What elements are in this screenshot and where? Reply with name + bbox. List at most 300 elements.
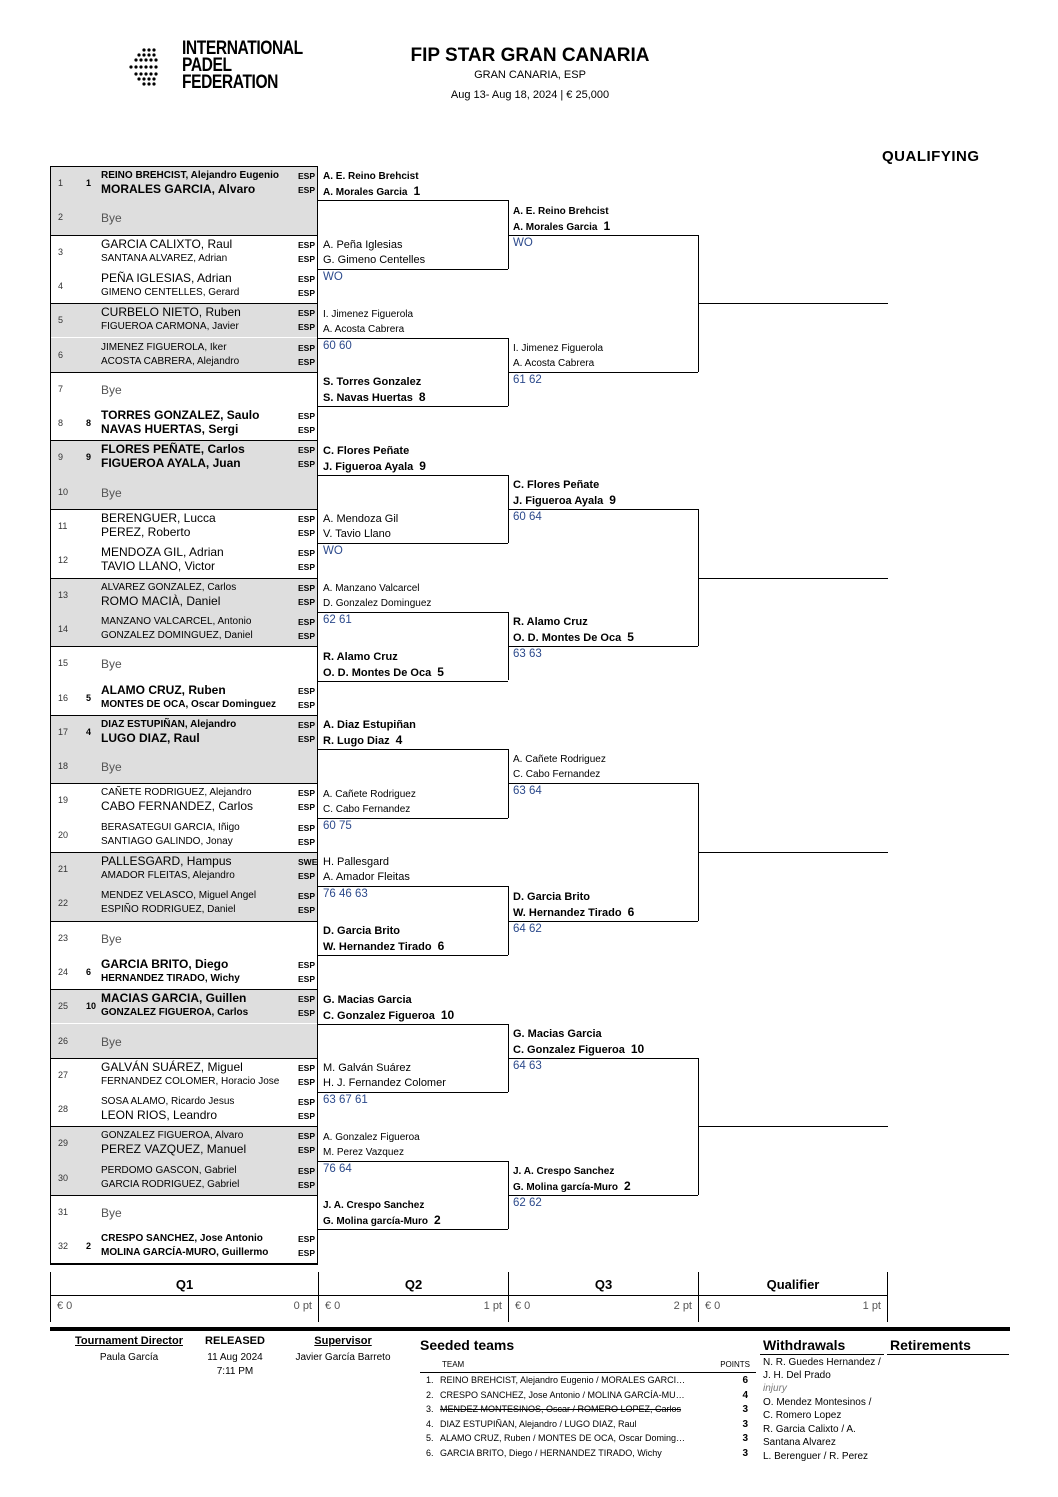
r3-winner bbox=[513, 906, 634, 920]
round-prize: € 0 bbox=[515, 1300, 531, 1312]
r2-winner bbox=[323, 1009, 454, 1023]
seed-points: 3 bbox=[742, 1433, 748, 1444]
player-name: FIGUEROA AYALA, Juan bbox=[101, 456, 241, 471]
seeded-team-col: TEAM bbox=[442, 1360, 465, 1369]
player-name: ACOSTA CABRERA, Alejandro bbox=[101, 355, 240, 367]
r2-winner bbox=[323, 185, 420, 199]
player-name: LUGO DIAZ, Raul bbox=[101, 730, 200, 745]
player-nation: ESP bbox=[298, 719, 316, 730]
player-nation: ESP bbox=[298, 562, 316, 573]
player-nation: ESP bbox=[298, 1179, 316, 1190]
supervisor-label: Supervisor bbox=[314, 1335, 372, 1347]
r3-winner: G. Macias Garcia bbox=[513, 1027, 602, 1040]
seed-number: 2 bbox=[86, 1241, 92, 1252]
r2-winner-name: A. Morales Garcia bbox=[323, 187, 408, 199]
r2-winner-name: R. Lugo Diaz bbox=[323, 735, 390, 748]
draw-position: 18 bbox=[58, 761, 69, 772]
player-name: JIMENEZ FIGUEROLA, Iker bbox=[101, 341, 227, 353]
player-nation: ESP bbox=[298, 445, 316, 456]
draw-row-divider bbox=[50, 303, 318, 304]
player-name: DIAZ ESTUPIÑAN, Alejandro bbox=[101, 718, 237, 730]
logo-line-3: FEDERATION bbox=[182, 72, 279, 93]
player-nation: ESP bbox=[298, 822, 316, 833]
player-name: HERNANDEZ TIRADO, Wichy bbox=[101, 972, 240, 984]
r2-score: 60 75 bbox=[323, 819, 352, 832]
player-name: TORRES GONZALEZ, Saulo bbox=[101, 408, 260, 423]
r3-score: 61 62 bbox=[513, 373, 542, 386]
draw-position: 27 bbox=[58, 1069, 69, 1080]
player-name: MACIAS GARCIA, Guillen bbox=[101, 991, 247, 1006]
r3-winner-name: A. Morales Garcia bbox=[513, 221, 598, 233]
player-nation: ESP bbox=[298, 514, 316, 524]
director-label: Tournament Director bbox=[75, 1335, 183, 1347]
r2-winner bbox=[323, 391, 426, 405]
withdrawals-underline bbox=[760, 1354, 884, 1355]
r2-seed: 6 bbox=[437, 938, 445, 953]
player-nation: ESP bbox=[298, 273, 316, 284]
player-name: PEREZ, Roberto bbox=[101, 525, 191, 539]
draw-row-divider bbox=[50, 921, 318, 922]
seed-team: GARCIA BRITO, Diego / HERNANDEZ TIRADO, Wichy bbox=[440, 1447, 662, 1458]
player-nation: ESP bbox=[298, 411, 316, 422]
draw-position: 7 bbox=[58, 383, 64, 394]
round-divider bbox=[509, 1295, 698, 1296]
round-points: 2 pt bbox=[673, 1300, 692, 1312]
player-name: NAVAS HUERTAS, Sergi bbox=[101, 422, 239, 437]
r2-winner bbox=[323, 871, 410, 884]
player-name: ROMO MACIÀ, Daniel bbox=[101, 593, 221, 608]
seeded-row bbox=[420, 1417, 756, 1432]
draw-position: 29 bbox=[58, 1138, 69, 1149]
player-nation: ESP bbox=[298, 959, 316, 970]
draw-position: 5 bbox=[58, 315, 64, 326]
director-name: Paula García bbox=[99, 1352, 159, 1363]
player-name: MOLINA GARCÍA-MURO, Guillermo bbox=[101, 1247, 269, 1259]
player-nation: ESP bbox=[298, 1008, 316, 1019]
r2-winner-name: V. Tavio Llano bbox=[323, 528, 391, 541]
r3-winner bbox=[513, 631, 634, 645]
player-name: CAÑETE RODRIGUEZ, Alejandro bbox=[101, 787, 252, 799]
player-nation: ESP bbox=[298, 1131, 316, 1142]
draw-position: 11 bbox=[58, 521, 68, 531]
r2-winner bbox=[323, 323, 404, 336]
round-divider bbox=[699, 1295, 887, 1296]
player-nation: ESP bbox=[298, 973, 316, 984]
seed-team: ALAMO CRUZ, Ruben / MONTES DE OCA, Oscar Doming… bbox=[440, 1433, 686, 1443]
r2-line bbox=[318, 1092, 508, 1093]
bye-label: Bye bbox=[101, 382, 122, 397]
player-name: ALAMO CRUZ, Ruben bbox=[101, 682, 226, 697]
player-nation: ESP bbox=[298, 287, 316, 298]
seed-number: 8 bbox=[86, 418, 92, 429]
draw-position: 14 bbox=[58, 623, 69, 634]
draw-position: 32 bbox=[58, 1241, 69, 1252]
seed-number: 6 bbox=[86, 966, 92, 977]
player-nation: ESP bbox=[298, 788, 316, 799]
r2-seed: 4 bbox=[395, 733, 403, 748]
r2-score: WO bbox=[323, 270, 343, 283]
seed-team: REINO BREHCIST, Alejandro Eugenio / MORALES GARCI… bbox=[440, 1375, 686, 1385]
draw-row-divider bbox=[50, 166, 318, 167]
r3-line bbox=[508, 783, 698, 784]
r3-winner-name: C. Gonzalez Figueroa bbox=[513, 1043, 625, 1056]
player-nation: ESP bbox=[298, 836, 316, 847]
r2-score: 76 64 bbox=[323, 1162, 352, 1175]
r3-winner: J. A. Crespo Sanchez bbox=[513, 1166, 615, 1177]
retirements-title: Retirements bbox=[890, 1337, 971, 1353]
draw-row-divider bbox=[50, 852, 318, 853]
player-name: GALVÁN SUÁREZ, Miguel bbox=[101, 1059, 243, 1074]
r2-winner: I. Jimenez Figuerola bbox=[323, 308, 414, 320]
r2-winner bbox=[323, 528, 391, 541]
r3-score: 64 62 bbox=[513, 922, 542, 935]
seed-points: 3 bbox=[742, 1418, 748, 1430]
player-nation: ESP bbox=[298, 685, 316, 696]
player-nation: ESP bbox=[298, 528, 316, 538]
r3-winner-name: O. D. Montes De Oca bbox=[513, 632, 622, 645]
r2-winner: R. Alamo Cruz bbox=[323, 650, 398, 663]
draw-row-divider bbox=[50, 646, 318, 647]
player-nation: ESP bbox=[298, 891, 316, 902]
bye-label: Bye bbox=[101, 657, 122, 672]
r3-winner: A. Cañete Rodriguez bbox=[513, 754, 606, 766]
withdrawals-list bbox=[763, 1356, 881, 1464]
player-nation: ESP bbox=[298, 253, 316, 264]
player-nation: SWE bbox=[298, 857, 318, 867]
released-date: 11 Aug 2024 bbox=[207, 1352, 263, 1363]
draw-row-bg bbox=[50, 646, 318, 680]
player-name: CABO FERNANDEZ, Carlos bbox=[101, 799, 254, 814]
draw-row-divider bbox=[50, 1058, 318, 1059]
r2-line bbox=[318, 749, 508, 750]
player-name: MENDEZ VELASCO, Miguel Angel bbox=[101, 890, 257, 902]
player-name: CRESPO SANCHEZ, Jose Antonio bbox=[101, 1233, 263, 1245]
player-nation: ESP bbox=[298, 342, 316, 353]
r3-winner bbox=[513, 1180, 631, 1194]
r3-winner: I. Jimenez Figuerola bbox=[513, 342, 604, 354]
player-name: FLORES PEÑATE, Carlos bbox=[101, 442, 245, 457]
tournament-dates: Aug 13- Aug 18, 2024 | € 25,000 bbox=[450, 89, 610, 101]
player-name: GONZALEZ DOMINGUEZ, Daniel bbox=[101, 629, 253, 641]
r2-line bbox=[318, 1229, 508, 1230]
seed-team: DIAZ ESTUPIÑAN, Alejandro / LUGO DIAZ, Raul bbox=[440, 1418, 637, 1429]
seed-number: 1 bbox=[86, 178, 92, 188]
player-name: ALVAREZ GONZALEZ, Carlos bbox=[101, 581, 237, 593]
r3-winner-name: J. Figueroa Ayala bbox=[513, 495, 604, 507]
r2-winner bbox=[323, 254, 425, 267]
r3-line bbox=[508, 1058, 698, 1059]
r2-score: 76 46 63 bbox=[323, 888, 368, 901]
player-nation: ESP bbox=[298, 1165, 316, 1176]
r3-winner: D. Garcia Brito bbox=[513, 890, 591, 903]
supervisor-name: Javier García Barreto bbox=[295, 1352, 391, 1363]
r2-winner: A. E. Reino Brehcist bbox=[323, 171, 419, 183]
draw-section-label: QUALIFYING bbox=[882, 148, 980, 165]
r2-line bbox=[318, 1161, 508, 1162]
player-name: GARCIA CALIXTO, Raul bbox=[101, 236, 233, 251]
withdrawal-team: L. Berenguer / R. Perez bbox=[763, 1451, 869, 1462]
r2-winner: A. Gonzalez Figueroa bbox=[323, 1131, 420, 1143]
bye-label: Bye bbox=[101, 1034, 122, 1049]
r2-winner bbox=[323, 734, 402, 748]
released-time: 7:11 PM bbox=[216, 1366, 254, 1377]
r3-winner bbox=[513, 494, 616, 508]
player-nation: ESP bbox=[298, 425, 316, 436]
r2-winner-name: D. Gonzalez Dominguez bbox=[323, 597, 432, 609]
draw-row-divider bbox=[50, 1195, 318, 1196]
draw-position: 9 bbox=[58, 452, 64, 463]
player-nation: ESP bbox=[298, 1145, 316, 1156]
player-nation: ESP bbox=[298, 239, 316, 250]
player-nation: ESP bbox=[298, 171, 316, 181]
r3-winner-name: A. Acosta Cabrera bbox=[513, 357, 595, 369]
r2-line bbox=[318, 681, 508, 682]
r2-line bbox=[318, 886, 508, 887]
player-nation: ESP bbox=[298, 733, 316, 744]
draw-row-divider bbox=[50, 578, 318, 579]
r2-winner: A. Peña Iglesias bbox=[323, 238, 403, 251]
r2-winner: A. Mendoza Gil bbox=[323, 513, 399, 526]
r2-score: WO bbox=[323, 545, 343, 558]
logo-line-2: PADEL bbox=[182, 55, 232, 76]
withdrawal-team: R. Garcia Calixto / A. Santana Alvarez bbox=[763, 1424, 856, 1448]
seed-points: 3 bbox=[742, 1404, 748, 1415]
player-nation: ESP bbox=[298, 1076, 316, 1087]
r3-winner: C. Flores Peñate bbox=[513, 479, 600, 491]
r3-line bbox=[508, 646, 698, 647]
seeded-row bbox=[420, 1446, 756, 1461]
round-points: 1 pt bbox=[862, 1300, 881, 1312]
player-nation: ESP bbox=[298, 1248, 316, 1259]
seed-points: 6 bbox=[742, 1375, 748, 1386]
bye-label: Bye bbox=[101, 1206, 122, 1220]
draw-row-divider bbox=[50, 440, 318, 441]
r2-winner-name: G. Gimeno Centelles bbox=[323, 253, 426, 266]
r3-seed: 2 bbox=[624, 1179, 631, 1193]
r2-winner-name: H. J. Fernandez Colomer bbox=[323, 1077, 446, 1090]
draw-position: 23 bbox=[58, 932, 69, 943]
seed-rank: 2. bbox=[426, 1389, 434, 1400]
round-column bbox=[698, 1272, 888, 1322]
draw-position: 25 bbox=[58, 1001, 69, 1012]
draw-position: 16 bbox=[58, 692, 69, 703]
withdrawal-team: O. Mendez Montesinos / C. Romero Lopez bbox=[763, 1397, 872, 1421]
r2-winner: D. Garcia Brito bbox=[323, 924, 401, 937]
seeded-row bbox=[420, 1402, 756, 1417]
r3-score: 64 63 bbox=[513, 1059, 542, 1072]
r2-score: 63 67 61 bbox=[323, 1094, 368, 1107]
r2-winner bbox=[323, 1214, 441, 1228]
r2-seed: 8 bbox=[418, 390, 426, 405]
player-nation: ESP bbox=[298, 1062, 316, 1073]
r2-winner: G. Macias Garcia bbox=[323, 993, 412, 1006]
seeded-table bbox=[420, 1356, 756, 1460]
qualifier-line bbox=[698, 1126, 888, 1127]
draw-position: 28 bbox=[58, 1104, 69, 1115]
r3-score: 62 62 bbox=[513, 1197, 542, 1209]
draw-position: 24 bbox=[58, 966, 69, 977]
player-nation: ESP bbox=[298, 308, 316, 319]
seed-number: 9 bbox=[86, 452, 92, 463]
draw-position: 30 bbox=[58, 1172, 69, 1183]
draw-position: 6 bbox=[58, 349, 64, 360]
round-points: 1 pt bbox=[483, 1300, 502, 1312]
draw-row-divider bbox=[50, 989, 318, 990]
r2-winner: J. A. Crespo Sanchez bbox=[323, 1200, 425, 1212]
player-nation: ESP bbox=[298, 994, 316, 1005]
r2-line bbox=[318, 338, 508, 339]
player-name: PERDOMO GASCON, Gabriel bbox=[101, 1164, 237, 1176]
player-name: REINO BREHCIST, Alejandro Eugenio bbox=[101, 170, 279, 181]
r2-score: 60 60 bbox=[323, 339, 352, 352]
draw-position: 8 bbox=[58, 418, 64, 429]
seeded-row bbox=[420, 1388, 756, 1403]
r2-winner-name: C. Cabo Fernandez bbox=[323, 803, 411, 815]
player-nation: ESP bbox=[298, 185, 316, 195]
r3-score: WO bbox=[513, 236, 533, 249]
player-name: GIMENO CENTELLES, Gerard bbox=[101, 286, 240, 298]
draw-row-bg bbox=[50, 1195, 318, 1229]
r3-seed: 6 bbox=[627, 904, 635, 919]
r2-winner-name: O. D. Montes De Oca bbox=[323, 666, 432, 679]
r2-line bbox=[318, 543, 508, 544]
r2-score: 62 61 bbox=[323, 613, 352, 626]
round-prize: € 0 bbox=[57, 1300, 73, 1312]
seeded-points-col: POINTS bbox=[720, 1360, 750, 1369]
seed-rank: 5. bbox=[426, 1433, 434, 1443]
withdrawals-title: Withdrawals bbox=[763, 1337, 846, 1353]
qualifier-line bbox=[698, 852, 888, 853]
player-name: FERNANDEZ COLOMER, Horacio Jose bbox=[101, 1075, 280, 1087]
r3-winner: R. Alamo Cruz bbox=[513, 616, 588, 629]
r2-winner-name: A. Acosta Cabrera bbox=[323, 323, 405, 335]
r2-seed: 2 bbox=[434, 1213, 441, 1228]
player-nation: ESP bbox=[298, 548, 316, 559]
r2-winner bbox=[323, 940, 444, 954]
draw-position: 31 bbox=[58, 1207, 69, 1217]
player-nation: ESP bbox=[298, 1234, 316, 1245]
r2-winner: A. Cañete Rodriguez bbox=[323, 788, 416, 800]
r2-line bbox=[318, 1024, 508, 1025]
seed-team: CRESPO SANCHEZ, Jose Antonio / MOLINA GARCÍA-MU… bbox=[440, 1389, 685, 1400]
tournament-location: GRAN CANARIA, ESP bbox=[474, 69, 586, 81]
r2-winner-name: M. Perez Vazquez bbox=[323, 1146, 404, 1158]
r2-seed: 1 bbox=[413, 184, 421, 199]
r2-seed: 10 bbox=[440, 1007, 455, 1022]
draw-position: 2 bbox=[58, 212, 64, 223]
retirements-underline bbox=[887, 1354, 1009, 1355]
draw-row-divider bbox=[50, 372, 318, 373]
player-nation: ESP bbox=[298, 322, 316, 333]
bye-label: Bye bbox=[101, 485, 122, 500]
draw-position: 4 bbox=[58, 280, 64, 291]
draw-row-bg bbox=[50, 921, 318, 955]
player-nation: ESP bbox=[298, 582, 316, 593]
r3-winner bbox=[513, 1043, 644, 1057]
r2-seed: 9 bbox=[419, 458, 426, 473]
r2-line bbox=[318, 612, 508, 613]
player-name: SOSA ALAMO, Ricardo Jesus bbox=[101, 1096, 235, 1108]
r2-winner-name: A. Amador Fleitas bbox=[323, 871, 410, 884]
round-column bbox=[318, 1272, 508, 1322]
seed-number: 5 bbox=[86, 692, 92, 703]
r2-seed: 5 bbox=[437, 664, 444, 679]
draw-position: 13 bbox=[58, 589, 69, 600]
player-name: GARCIA BRITO, Diego bbox=[101, 956, 229, 971]
draw-row-divider bbox=[50, 1264, 318, 1265]
r2-winner bbox=[323, 1077, 446, 1090]
r2-winner: A. Diaz Estupiñan bbox=[323, 719, 416, 732]
player-name: PALLESGARD, Hampus bbox=[101, 854, 232, 868]
withdrawal-note: injury bbox=[763, 1383, 787, 1394]
player-nation: ESP bbox=[298, 871, 316, 881]
draw-position: 15 bbox=[58, 658, 69, 669]
r2-winner-name: S. Navas Huertas bbox=[323, 392, 413, 405]
draw-position: 19 bbox=[58, 795, 69, 806]
r2-winner bbox=[323, 666, 444, 680]
r2-line bbox=[318, 200, 508, 201]
player-nation: ESP bbox=[298, 630, 316, 641]
player-name: ESPIÑO RODRIGUEZ, Daniel bbox=[101, 904, 236, 916]
round-prize: € 0 bbox=[705, 1300, 721, 1312]
r2-line bbox=[318, 269, 508, 270]
logo-line-1: INTERNATIONAL bbox=[182, 38, 303, 59]
seeded-row bbox=[420, 1431, 756, 1446]
r3-line bbox=[508, 1195, 698, 1196]
round-column bbox=[50, 1272, 318, 1322]
player-name: AMADOR FLEITAS, Alejandro bbox=[101, 870, 235, 881]
bye-label: Bye bbox=[101, 931, 122, 946]
r3-seed: 9 bbox=[609, 493, 616, 507]
r2-winner bbox=[323, 1146, 404, 1159]
player-nation: ESP bbox=[298, 596, 316, 607]
seed-rank: 1. bbox=[426, 1375, 434, 1385]
draw-position: 17 bbox=[58, 726, 69, 737]
player-name: PEREZ VAZQUEZ, Manuel bbox=[101, 1142, 247, 1157]
r3-winner-name: C. Cabo Fernandez bbox=[513, 769, 601, 781]
r2-winner-name: J. Figueroa Ayala bbox=[323, 460, 414, 473]
r3-line bbox=[508, 921, 698, 922]
r3-winner: A. E. Reino Brehcist bbox=[513, 205, 609, 217]
draw-row-bg bbox=[50, 749, 318, 783]
round-label: Q3 bbox=[594, 1277, 613, 1292]
round-info-bar bbox=[0, 1272, 1058, 1322]
r3-winner-name: G. Molina garcía-Muro bbox=[513, 1182, 619, 1193]
bye-label: Bye bbox=[101, 760, 122, 775]
player-nation: ESP bbox=[298, 1097, 316, 1108]
player-name: GONZALEZ FIGUEROA, Alvaro bbox=[101, 1130, 244, 1142]
r3-score: 63 64 bbox=[513, 785, 542, 798]
r2-winner: A. Manzano Valcarcel bbox=[323, 582, 420, 594]
draw-row-divider bbox=[50, 235, 318, 236]
player-name: TAVIO LLANO, Victor bbox=[101, 559, 216, 574]
r3-score: 63 63 bbox=[513, 648, 542, 661]
draw-row-bg bbox=[50, 200, 318, 234]
draw-position: 26 bbox=[58, 1035, 69, 1046]
draw-position: 21 bbox=[58, 864, 69, 874]
seeded-row bbox=[420, 1373, 756, 1388]
player-nation: ESP bbox=[298, 616, 316, 627]
released-label: RELEASED bbox=[205, 1335, 265, 1347]
player-name: MENDOZA GIL, Adrian bbox=[101, 545, 224, 560]
r2-winner-name: G. Molina garcía-Muro bbox=[323, 1216, 429, 1228]
draw-position: 12 bbox=[58, 555, 69, 566]
player-name: MANZANO VALCARCEL, Antonio bbox=[101, 615, 252, 627]
draw-row-divider bbox=[50, 509, 318, 510]
withdrawal-entry bbox=[763, 1356, 881, 1395]
round-divider bbox=[51, 1295, 318, 1296]
r2-line bbox=[318, 955, 508, 956]
